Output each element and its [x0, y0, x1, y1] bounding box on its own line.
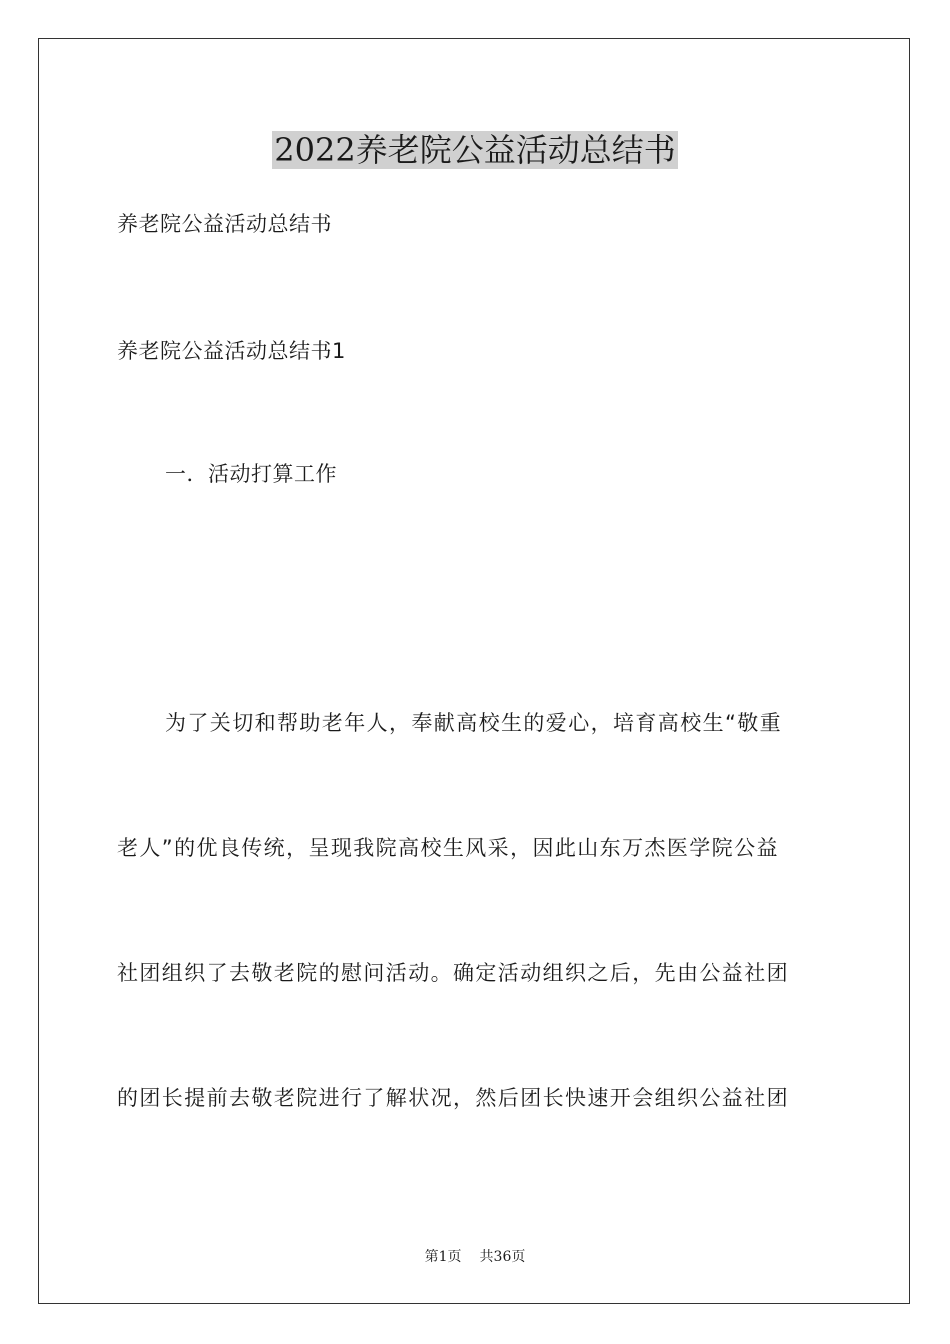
paragraph-line: 社团组织了去敬老院的慰问活动。确定活动组织之后，先由公益社团 — [117, 961, 789, 985]
paragraph-line: 为了关切和帮助老年人，奉献高校生的爱心，培育高校生“敬重 — [165, 711, 783, 735]
document-title-text: 2022养老院公益活动总结书 — [274, 131, 676, 169]
paragraph-line: 老人”的优良传统，呈现我院高校生风采，因此山东万杰医学院公益 — [117, 836, 779, 860]
page-number: 第1页 — [424, 1249, 462, 1265]
subsection-heading: 一．活动打算工作 — [165, 462, 337, 486]
page-footer — [0, 1247, 950, 1267]
page-total: 共36页 — [479, 1249, 526, 1265]
document-title — [0, 126, 950, 174]
section-heading: 养老院公益活动总结书1 — [117, 339, 346, 363]
paragraph-line: 的团长提前去敬老院进行了解状况，然后团长快速开会组织公益社团 — [117, 1086, 789, 1110]
document-subtitle: 养老院公益活动总结书 — [117, 212, 332, 236]
